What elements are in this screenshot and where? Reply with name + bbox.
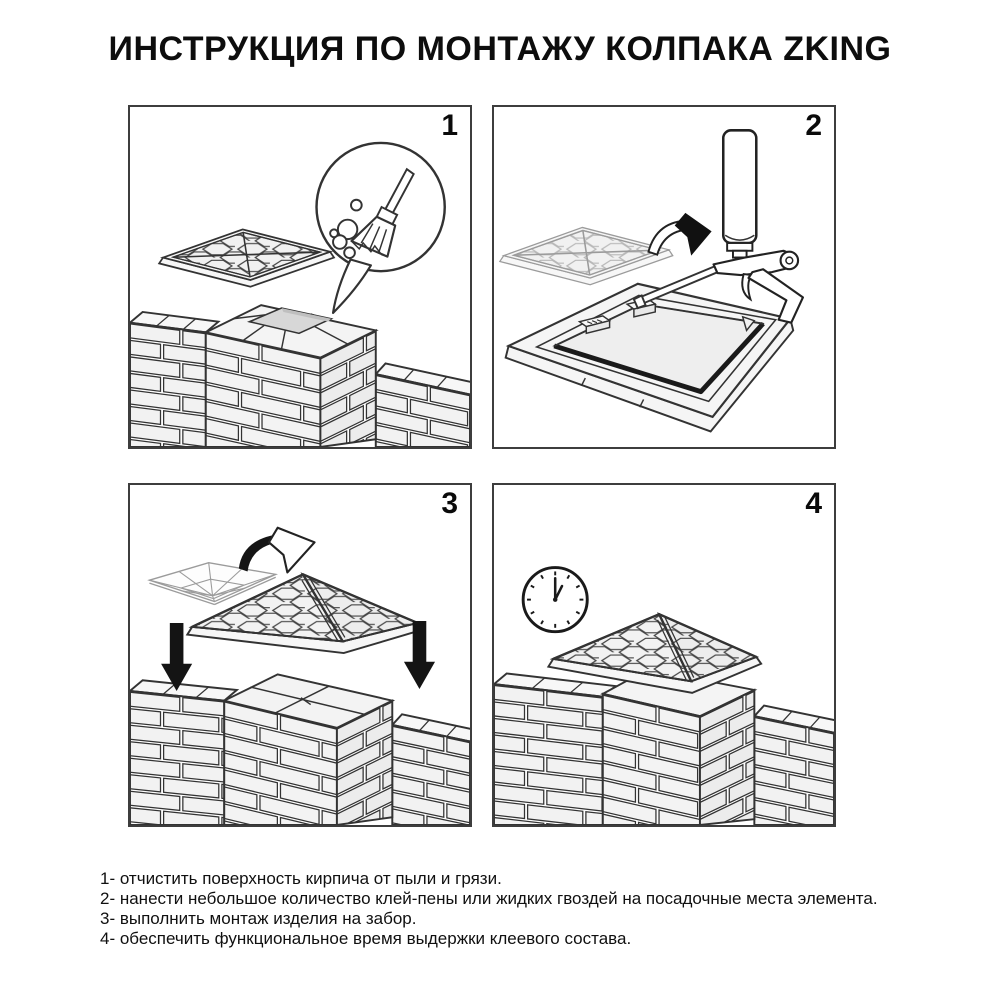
chimney-cap bbox=[159, 229, 334, 286]
clock-icon bbox=[523, 568, 587, 632]
step-panel-2 bbox=[492, 105, 836, 449]
brick-pillar-closed-top bbox=[221, 674, 395, 825]
brick-pillar-with-cap bbox=[600, 670, 757, 825]
chimney-cap-flipped bbox=[506, 284, 794, 432]
step-2-illustration bbox=[494, 107, 834, 447]
step-panel-3 bbox=[128, 483, 472, 827]
instruction-line: 2- нанести небольшое количество клей-пены или жидких гвоздей на посадочные места элемента. bbox=[100, 889, 878, 908]
instruction-line: 4- обеспечить функциональное время выдержки клеевого состава. bbox=[100, 929, 632, 948]
flip-arrow-icon bbox=[239, 528, 315, 573]
chimney-cap-ghost bbox=[500, 227, 673, 284]
step-4-illustration bbox=[494, 485, 834, 825]
step-3-illustration bbox=[130, 485, 470, 825]
flip-arrow-icon bbox=[648, 213, 711, 256]
instruction-list bbox=[100, 869, 878, 949]
brick-pillar-open-top bbox=[203, 305, 379, 447]
instruction-line: 3- выполнить монтаж изделия на забор. bbox=[100, 909, 417, 928]
foam-gun-icon bbox=[634, 130, 803, 322]
step-panel-4 bbox=[492, 483, 836, 827]
step-number: 4 bbox=[805, 487, 822, 520]
step-number: 3 bbox=[441, 487, 458, 520]
step-panel-1 bbox=[128, 105, 472, 449]
page-title: ИНСТРУКЦИЯ ПО МОНТАЖУ КОЛПАКА ZKING bbox=[108, 30, 892, 68]
step-number: 2 bbox=[805, 109, 822, 142]
instruction-line: 1- отчистить поверхность кирпича от пыли и грязи. bbox=[100, 869, 502, 888]
step-number: 1 bbox=[441, 109, 458, 142]
step-1-illustration bbox=[130, 107, 470, 447]
